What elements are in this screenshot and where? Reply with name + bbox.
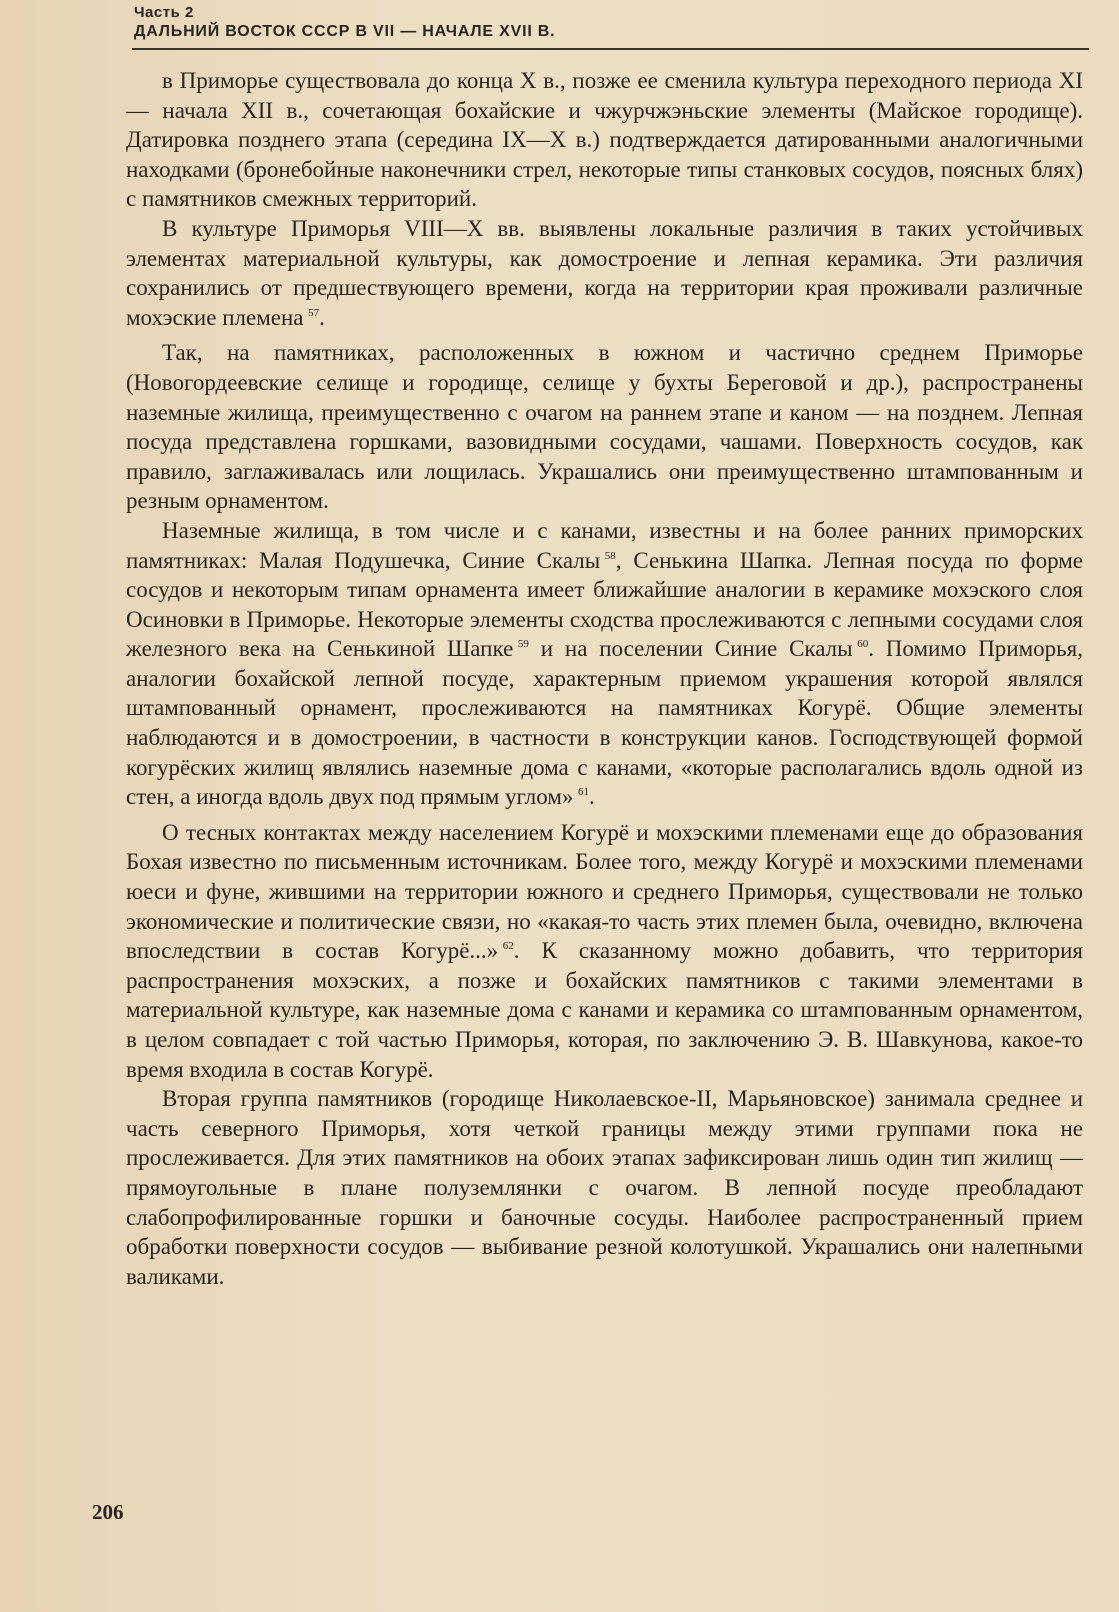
paragraph-4: Наземные жилища, в том числе и с канами, известны и на более ранних приморских памятниках: Малая Подушечка, Синие Скалы $^{58}$, Сенькина Шапка. Лепная посуда по форме сосудов и некоторым типам орнамента имеет ближайшие аналогии в керамике мохэского слоя Осиновки в Приморье. Некоторые элементы сходства прослеживаются с лепными сосудами слоя железного века на Сенькиной Шапке $^{59}$ и на поселении Синие Скалы $^{60}$. Помимо Приморья, аналогии бохайской лепной посуде, характерным приемом украшения которой являлся штампованный орнамент, прослеживаются на памятниках Когурё. Общие элементы наблюдаются и в домостроении, в частности в конструкции канов. Господствующей формой когурёских жилищ являлись наземные дома с канами, «которые располагались вдоль одной из стен, а иногда вдоль двух под прямым углом» $^{61}$.	[126, 517, 1083, 810]
running-header	[134, 4, 1079, 42]
paragraph-6: Вторая группа памятников (городище Николаевское-II, Марьяновское) занимала среднее и часть северного Приморья, хотя четкой границы между этими группами пока не прослеживается. Для этих памятников на обоих этапах зафиксирован лишь один тип жилищ — прямоугольные в плане полуземлянки с очагом. В лепной посуде преобладают слабопрофилированные горшки и баночные сосуды. Наиболее распространенный прием обработки поверхности сосудов — выбивание резной колотушкой. Украшались они налепными валиками.	[126, 1086, 1083, 1289]
page-number: 206	[92, 1500, 124, 1524]
paragraph-1: в Приморье существовала до конца X в., позже ее сменила культура переходного периода XI — начала XII в., сочетающая бохайские и чжурчжэньские элементы (Майское городище). Датировка позднего этапа (середина IX—X в.) подтверждается датированными аналогичными находками (бронебойные наконечники стрел, некоторые типы станковых сосудов, поясных блях) с памятников смежных территорий.	[126, 68, 1083, 212]
body-text	[126, 66, 1083, 1291]
section-title: ДАЛЬНИЙ ВОСТОК СССР В VII — НАЧАЛЕ XVII В.	[134, 23, 556, 40]
footnote-ref-62: 62	[502, 940, 514, 953]
footnote-ref-57: 57	[308, 306, 320, 319]
footnote-ref-58: 58	[604, 549, 616, 562]
paragraph-2: В культуре Приморья VIII—X вв. выявлены локальные различия в таких устойчивых элементах материальной культуры, как домостроение и лепная керамика. Эти различия сохранились от предшествующего времени, когда на территории края проживали различные мохэские племена $^{57}$.	[126, 215, 1083, 330]
footnote-ref-61: 61	[578, 786, 589, 799]
part-label: Часть 2	[134, 4, 194, 21]
paragraph-5: О тесных контактах между населением Когурё и мохэскими племенами еще до образования Бохая известно по письменным источникам. Более того, между Когурё и мохэскими племенами юеси и фуне, жившими на территории южного и среднего Приморья, существовали не только экономические и политические связи, но «какая-то часть этих племен была, очевидно, включена впоследствии в состав Когурё...» $^{62}$. К сказанному можно добавить, что территория распространения мохэских, а позже и бохайских памятников с такими элементами в материальной культуре, как наземные дома с канами и керамика со штампованным орнаментом, в целом совпадает с той частью Приморья, которая, по заключению Э. В. Шавкунова, какое-то время входила в состав Когурё.	[126, 819, 1083, 1082]
footnote-ref-60: 60	[857, 638, 869, 651]
paragraph-3: Так, на памятниках, расположенных в южном и частично среднем Приморье (Новогордеевские селище и городище, селище у бухты Береговой и др.), распространены наземные жилища, преимущественно с очагом на раннем этапе и каном — на позднем. Лепная посуда представлена горшками, вазовидными сосудами, чашами. Поверхность сосудов, как правило, заглаживалась или лощилась. Украшались они преимущественно штампованным и резным орнаментом.	[126, 340, 1083, 514]
footnote-ref-59: 59	[517, 638, 529, 651]
header-rule	[132, 48, 1089, 50]
